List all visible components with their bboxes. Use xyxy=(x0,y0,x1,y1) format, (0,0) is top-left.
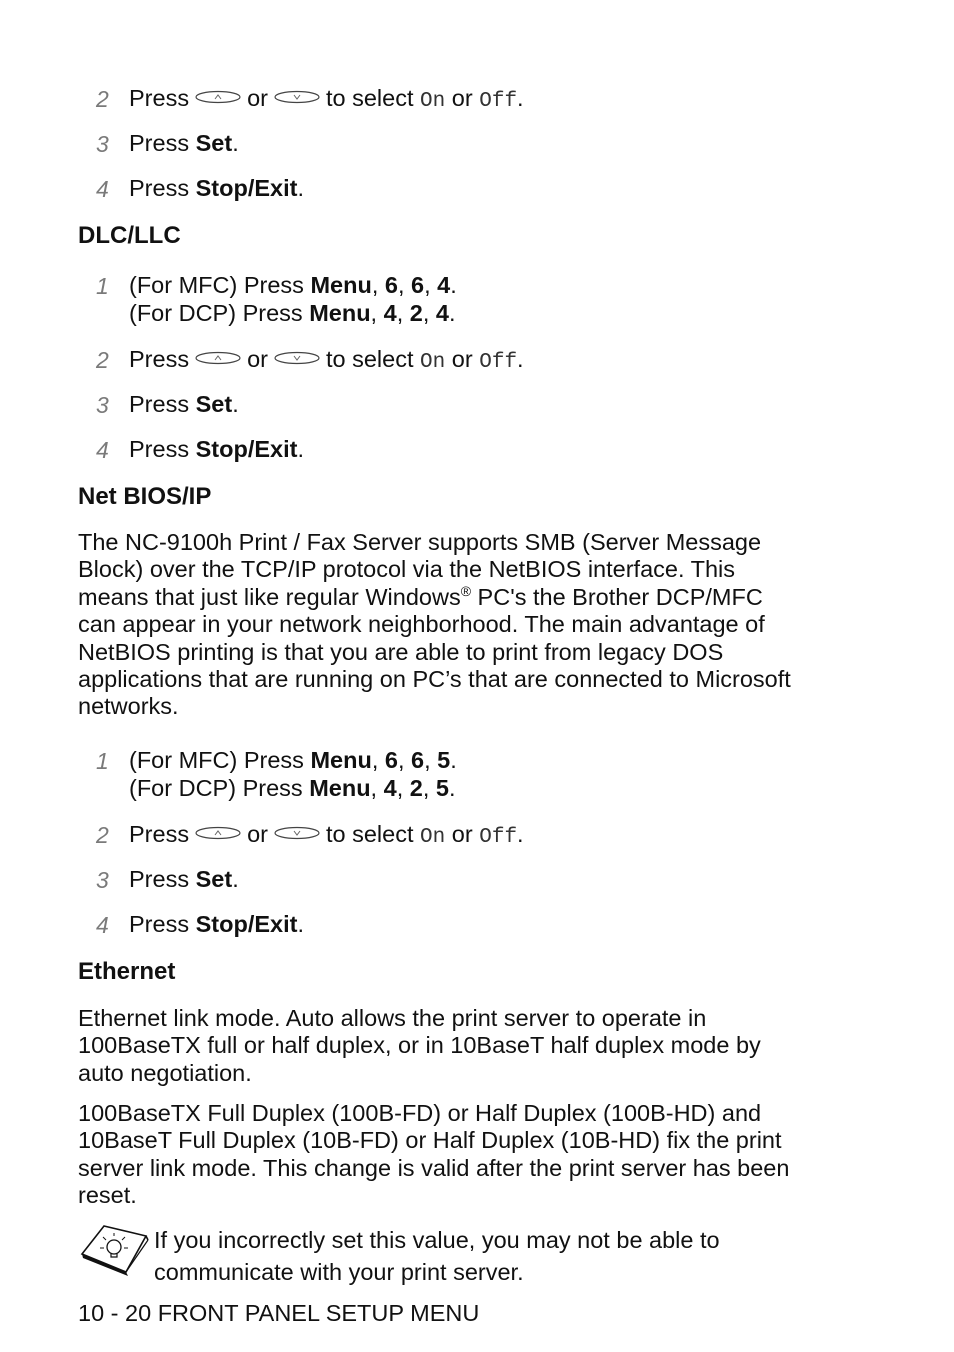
step-text: Press xyxy=(129,866,190,892)
key-label: Menu xyxy=(310,747,372,773)
paragraph-line: The NC-9100h Print / Fax Server supports SMB (Server Message xyxy=(78,529,762,555)
key-label: Set xyxy=(195,866,233,892)
down-arrow-key-icon xyxy=(274,90,320,104)
step-text: Press xyxy=(129,175,190,201)
key-label: Stop/Exit xyxy=(195,175,298,201)
key-label: 4 xyxy=(437,272,451,298)
step-text: Press xyxy=(129,391,190,417)
key-label: Menu xyxy=(309,775,371,801)
paragraph-line: auto negotiation. xyxy=(78,1059,252,1086)
step-text: or xyxy=(247,85,268,111)
key-label: 6 xyxy=(411,747,425,773)
step-menu-mfc: (For MFC) Press Menu, 6, 6, 5. xyxy=(129,747,457,773)
note-pencil-icon xyxy=(78,1222,150,1278)
step-text: . xyxy=(232,130,239,156)
key-label: Menu xyxy=(310,272,372,298)
step-number: 1 xyxy=(96,748,109,774)
section-heading-dlc-llc: DLC/LLC xyxy=(78,222,181,249)
paragraph-line: 100BaseTX full or half duplex, or in 10BaseT half duplex mode by xyxy=(78,1032,761,1059)
paragraph-line: reset. xyxy=(78,1182,137,1209)
lcd-value: On xyxy=(420,826,446,849)
step-press-set xyxy=(129,129,239,157)
step-text: or xyxy=(247,821,268,847)
step-number: 2 xyxy=(96,822,109,848)
section-heading-netbios: Net BIOS/IP xyxy=(78,483,212,510)
key-label: 5 xyxy=(435,775,449,801)
step-menu-mfc: (For MFC) Press Menu, 6, 6, 4. xyxy=(129,272,457,298)
key-label: 4 xyxy=(435,300,449,326)
step-text: to select xyxy=(325,346,414,372)
step-press-stop-exit: Press Stop/Exit. xyxy=(129,911,304,937)
step-text: . xyxy=(297,175,304,201)
down-arrow-key-icon xyxy=(274,351,320,365)
step-press-stop-exit xyxy=(129,174,304,202)
step-text: to select xyxy=(325,85,414,111)
key-label: 4 xyxy=(383,775,397,801)
key-label: 6 xyxy=(384,272,398,298)
step-number: 3 xyxy=(96,131,109,157)
key-label: Set xyxy=(195,130,233,156)
netbios-description xyxy=(78,529,838,721)
section-heading-ethernet: Ethernet xyxy=(78,958,176,985)
up-arrow-key-icon xyxy=(195,351,241,365)
key-label: Menu xyxy=(309,300,371,326)
step-select-on-off xyxy=(129,84,524,116)
key-label: 6 xyxy=(384,747,398,773)
up-arrow-key-icon xyxy=(195,826,241,840)
step-select-on-off xyxy=(129,345,524,377)
step-number: 4 xyxy=(96,176,109,202)
lcd-value: Off xyxy=(479,351,518,374)
step-text: or xyxy=(247,346,268,372)
step-number: 3 xyxy=(96,867,109,893)
paragraph-line: NetBIOS printing is that you are able to print from legacy DOS xyxy=(78,638,724,665)
step-number: 2 xyxy=(96,347,109,373)
step-text: (For MFC) Press xyxy=(129,272,311,298)
paragraph-line: 10BaseT Full Duplex (10B-FD) or Half Duplex (10B-HD) fix the print xyxy=(78,1127,782,1154)
paragraph-line: can appear in your network neighborhood. The main advantage of xyxy=(78,611,765,638)
step-text: or xyxy=(451,821,473,847)
key-label: Set xyxy=(195,391,233,417)
key-label: 2 xyxy=(409,775,423,801)
paragraph-line: applications that are running on PC’s that are connected to Microsoft xyxy=(78,666,791,693)
paragraph-line: 100BaseTX Full Duplex (100B-FD) or Half Duplex (100B-HD) and xyxy=(78,1100,762,1126)
note-line: If you incorrectly set this value, you may not be able to xyxy=(154,1227,720,1253)
step-text: or xyxy=(451,346,473,372)
step-menu-dcp: (For DCP) Press Menu, 4, 2, 4. xyxy=(129,300,456,326)
step-number: 3 xyxy=(96,392,109,418)
paragraph-line: Block) over the TCP/IP protocol via the NetBIOS interface. This xyxy=(78,556,735,583)
paragraph-line: server link mode. This change is valid after the print server has been xyxy=(78,1154,790,1181)
note-text xyxy=(154,1224,720,1288)
step-text: (For DCP) Press xyxy=(129,775,310,801)
key-label: 2 xyxy=(409,300,423,326)
step-number: 4 xyxy=(96,437,109,463)
step-text: Press xyxy=(129,85,190,111)
step-number: 4 xyxy=(96,912,109,938)
lcd-value: On xyxy=(420,90,446,113)
step-text: Press xyxy=(129,130,190,156)
step-text: Press xyxy=(129,911,190,937)
step-text: . xyxy=(517,85,524,111)
page-footer: 10 - 20 FRONT PANEL SETUP MENU xyxy=(78,1300,480,1326)
lcd-value: On xyxy=(420,351,446,374)
paragraph-line: means that just like regular Windows® PC's the Brother DCP/MFC xyxy=(78,582,763,610)
lcd-value: Off xyxy=(479,90,518,113)
step-text: or xyxy=(451,85,473,111)
ethernet-link-modes xyxy=(78,1100,838,1210)
step-number: 1 xyxy=(96,273,109,299)
step-menu-dcp: (For DCP) Press Menu, 4, 2, 5. xyxy=(129,775,456,801)
registered-mark: ® xyxy=(460,582,472,599)
step-text: (For DCP) Press xyxy=(129,300,310,326)
key-label: Stop/Exit xyxy=(195,436,298,462)
step-press-set: Press Set. xyxy=(129,866,239,892)
lcd-value: Off xyxy=(479,826,518,849)
step-text: to select xyxy=(325,821,414,847)
key-label: Stop/Exit xyxy=(195,911,298,937)
ethernet-description xyxy=(78,1005,838,1087)
step-text: . xyxy=(517,821,524,847)
down-arrow-key-icon xyxy=(274,826,320,840)
step-text: Press xyxy=(129,821,190,847)
step-number: 2 xyxy=(96,86,109,112)
step-select-on-off xyxy=(129,820,524,852)
step-text: (For MFC) Press xyxy=(129,747,311,773)
step-text: . xyxy=(517,346,524,372)
key-label: 6 xyxy=(411,272,425,298)
paragraph-line: Ethernet link mode. Auto allows the print server to operate in xyxy=(78,1005,707,1031)
note-line: communicate with your print server. xyxy=(154,1259,524,1285)
step-text: Press xyxy=(129,436,190,462)
step-text: Press xyxy=(129,346,190,372)
step-press-set: Press Set. xyxy=(129,391,239,417)
up-arrow-key-icon xyxy=(195,90,241,104)
paragraph-line: networks. xyxy=(78,693,179,720)
step-press-stop-exit: Press Stop/Exit. xyxy=(129,436,304,462)
key-label: 4 xyxy=(383,300,397,326)
key-label: 5 xyxy=(437,747,451,773)
